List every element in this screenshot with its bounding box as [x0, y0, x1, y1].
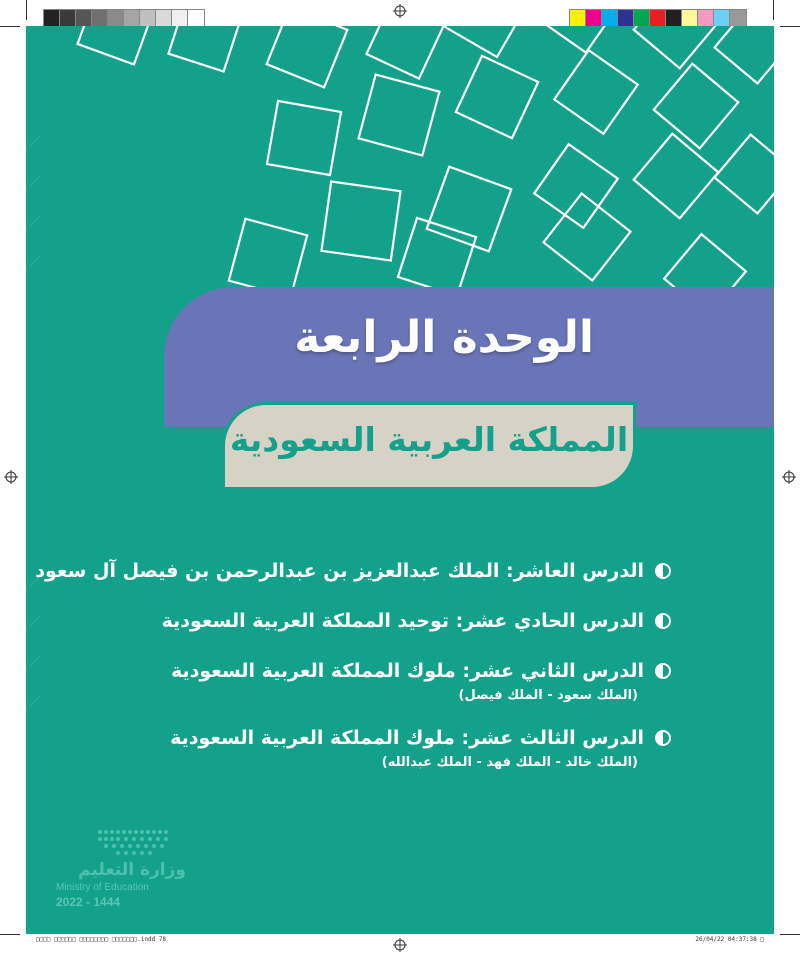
calibration-swatch — [618, 10, 634, 26]
calibration-swatch — [76, 10, 92, 26]
calibration-swatch — [60, 10, 76, 26]
unit-subtitle: المملكة العربية السعودية — [229, 420, 629, 459]
crop-mark — [0, 26, 20, 27]
calibration-swatch — [140, 10, 156, 26]
crop-mark — [26, 0, 27, 20]
calibration-swatch — [44, 10, 60, 26]
lesson-item — [112, 727, 672, 770]
edition-year: 2022 - 1444 — [56, 895, 121, 909]
calibration-swatch — [188, 10, 204, 26]
registration-mark-icon — [782, 470, 796, 484]
calibration-swatch — [730, 10, 746, 26]
crop-mark — [780, 26, 800, 27]
crop-mark — [780, 934, 800, 935]
ministry-name-arabic: وزارة التعليم — [78, 860, 186, 880]
registration-mark-icon — [393, 4, 407, 18]
ministry-logo — [56, 828, 186, 909]
half-circle-bullet-icon — [654, 612, 672, 630]
print-timestamp: 26/04/22 04:37:38 □ — [695, 936, 764, 943]
calibration-swatch — [156, 10, 172, 26]
calibration-swatch — [570, 10, 586, 26]
calibration-swatch — [124, 10, 140, 26]
crop-mark — [773, 0, 774, 20]
calibration-swatch — [698, 10, 714, 26]
half-circle-bullet-icon — [654, 562, 672, 580]
lessons-list — [35, 560, 672, 770]
crop-mark — [0, 934, 20, 935]
calibration-swatch — [586, 10, 602, 26]
ministry-dots-logo-icon — [56, 828, 186, 856]
calibration-swatch — [92, 10, 108, 26]
half-circle-bullet-icon — [654, 662, 672, 680]
calibration-swatch — [682, 10, 698, 26]
file-slug: □□□□ □□□□□□ □□□□□□□□ □□□□□□□.indd 78 — [36, 936, 167, 943]
calibration-swatch — [172, 10, 188, 26]
ministry-name-english: Ministry of Education — [56, 882, 149, 893]
color-calibration-bar — [570, 10, 746, 26]
lesson-title: الدرس الثاني عشر: ملوك المملكة العربية السعودية — [170, 660, 644, 682]
calibration-swatch — [650, 10, 666, 26]
lesson-note: (الملك سعود - الملك فيصل) — [458, 688, 638, 703]
calibration-swatch — [108, 10, 124, 26]
lesson-title: الدرس الحادي عشر: توحيد المملكة العربية السعودية — [161, 610, 644, 632]
calibration-swatch — [714, 10, 730, 26]
unit-title: الوحدة الرابعة — [294, 312, 594, 363]
lesson-title: الدرس الثالث عشر: ملوك المملكة العربية السعودية — [170, 727, 644, 749]
gray-calibration-bar — [44, 10, 204, 26]
calibration-swatch — [666, 10, 682, 26]
half-circle-bullet-icon — [654, 729, 672, 747]
calibration-swatch — [602, 10, 618, 26]
registration-mark-icon — [393, 938, 407, 952]
lesson-item — [112, 610, 672, 632]
lesson-note: (الملك خالد - الملك فهد - الملك عبدالله) — [381, 755, 638, 770]
lesson-item — [112, 660, 672, 703]
calibration-swatch — [634, 10, 650, 26]
registration-mark-icon — [4, 470, 18, 484]
lesson-item — [35, 560, 672, 582]
lesson-title: الدرس العاشر: الملك عبدالعزيز بن عبدالرحمن بن فيصل آل سعود — [35, 560, 644, 582]
